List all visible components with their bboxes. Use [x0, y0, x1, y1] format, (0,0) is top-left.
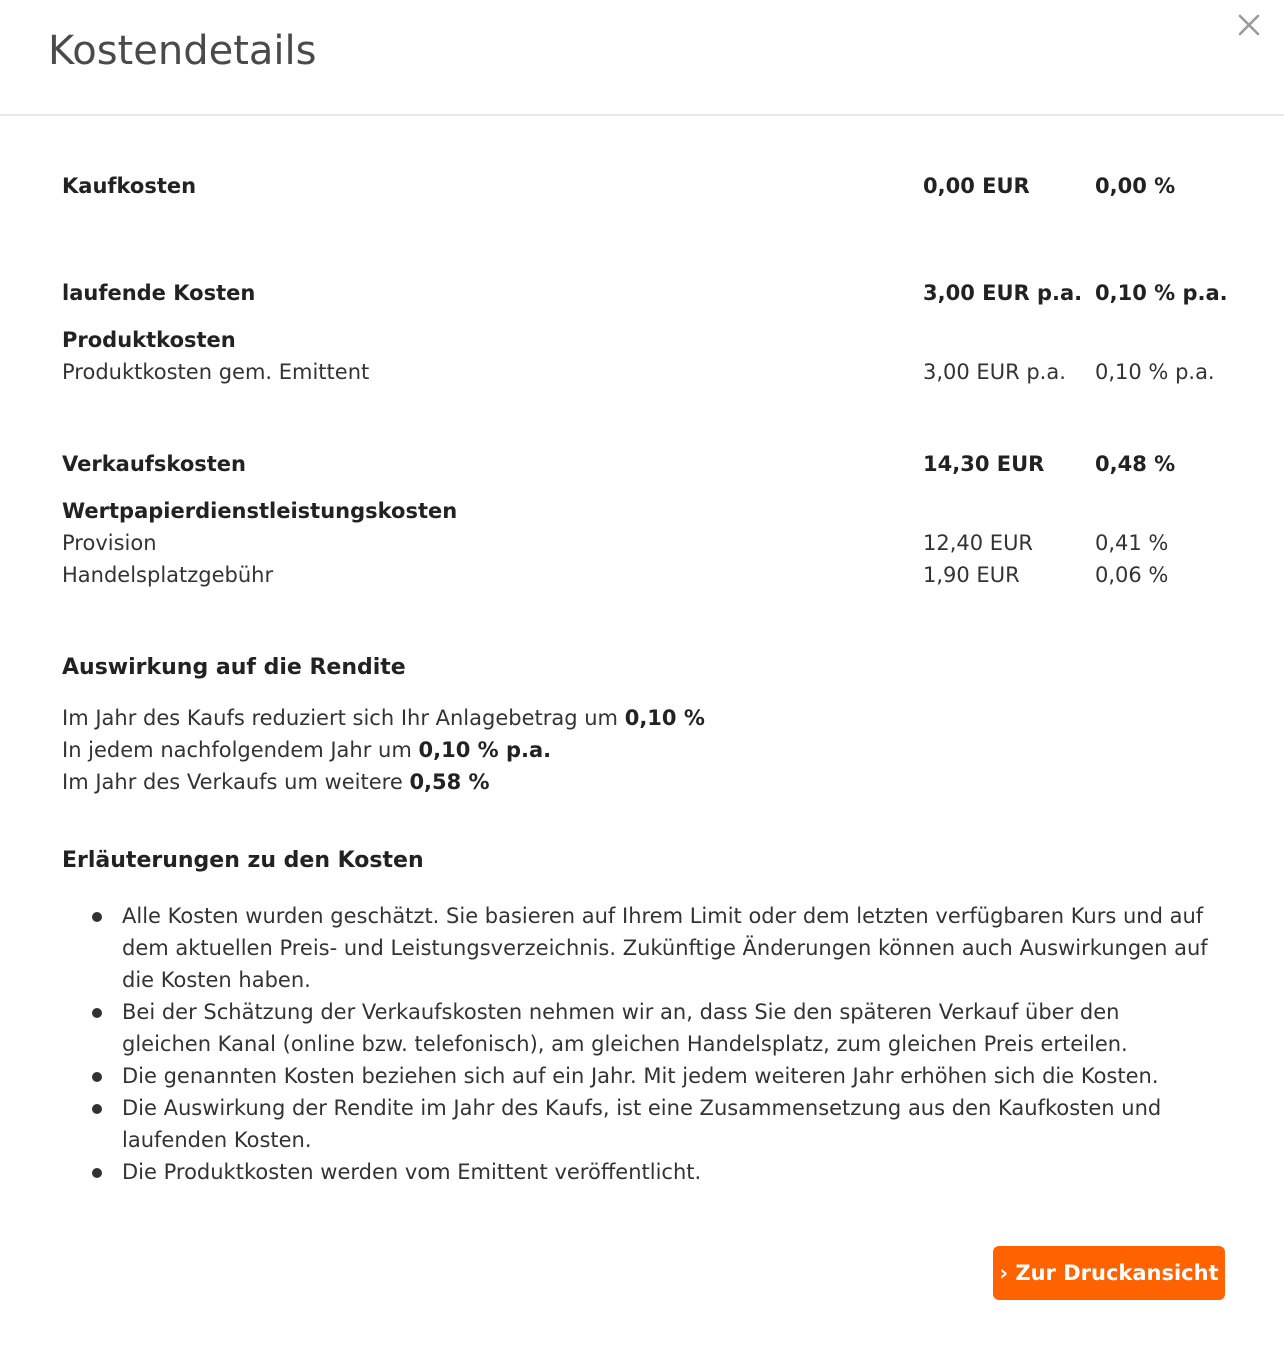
list-item [62, 996, 1212, 1060]
commission-pct: 0,41 % [1095, 531, 1169, 555]
running-costs-pct: 0,10 % p.a. [1095, 281, 1228, 305]
note-text: Die Produktkosten werden vom Emittent veröffentlicht. [122, 1160, 702, 1184]
bullet-icon [92, 912, 102, 922]
sale-costs-row [62, 448, 1242, 480]
commission-eur: 12,40 EUR [923, 531, 1034, 555]
product-costs-pct: 0,10 % p.a. [1095, 360, 1215, 384]
note-text: Die genannten Kosten beziehen sich auf ein Jahr. Mit jedem weiteren Jahr erhöhen sich die Kosten. [122, 1064, 1159, 1088]
note-text: Alle Kosten wurden geschätzt. Sie basieren auf Ihrem Limit oder dem letzten verfügbaren Kurs und auf dem aktuellen Preis- und Leistungsverzeichnis. Zukünftige Änderungen können auch Auswirkungen auf die Kosten haben. [122, 904, 1208, 992]
purchase-costs-eur: 0,00 EUR [923, 174, 1030, 198]
list-item [62, 1156, 1212, 1188]
impact-line-text: Im Jahr des Kaufs reduziert sich Ihr Anlagebetrag um [62, 706, 625, 730]
sale-costs-eur: 14,30 EUR [923, 452, 1045, 476]
exchange-fee-label: Handelsplatzgebühr [62, 563, 274, 587]
list-item [62, 1060, 1212, 1092]
bullet-icon [92, 1168, 102, 1178]
product-costs-eur: 3,00 EUR p.a. [923, 360, 1066, 384]
bullet-icon [92, 1104, 102, 1114]
impact-line-value: 0,10 % p.a. [418, 738, 552, 762]
exchange-fee-row [62, 559, 1242, 591]
note-text: Bei der Schätzung der Verkaufskosten nehmen wir an, dass Sie den späteren Verkauf über den gleichen Kanal (online bzw. telefonisch), am gleichen Handelsplatz, zum gleichen Preis erteilen. [122, 1000, 1128, 1056]
running-costs-label: laufende Kosten [62, 281, 256, 305]
impact-line-sale-year [62, 766, 490, 798]
close-icon [1230, 6, 1268, 44]
product-costs-label: Produktkosten gem. Emittent [62, 360, 370, 384]
close-button[interactable] [1230, 6, 1268, 44]
purchase-costs-label: Kaufkosten [62, 174, 197, 198]
commission-row [62, 527, 1242, 559]
service-costs-heading: Wertpapierdienstleistungskosten [62, 499, 458, 523]
list-item [62, 1092, 1212, 1156]
commission-label: Provision [62, 531, 157, 555]
notes-list [62, 900, 1212, 1188]
bullet-icon [92, 1008, 102, 1018]
running-costs-row [62, 277, 1242, 309]
exchange-fee-pct: 0,06 % [1095, 563, 1169, 587]
sale-costs-label: Verkaufskosten [62, 452, 246, 476]
impact-line-following-years [62, 734, 551, 766]
print-view-button[interactable]: › Zur Druckansicht [993, 1246, 1225, 1300]
notes-title: Erläuterungen zu den Kosten [62, 848, 424, 873]
product-costs-heading: Produktkosten [62, 328, 236, 352]
purchase-costs-row [62, 170, 1242, 202]
dialog-title: Kostendetails [48, 28, 317, 74]
impact-title: Auswirkung auf die Rendite [62, 655, 406, 680]
impact-line-value: 0,58 % [409, 770, 490, 794]
impact-line-value: 0,10 % [624, 706, 705, 730]
list-item [62, 900, 1212, 996]
impact-line-text: Im Jahr des Verkaufs um weitere [62, 770, 410, 794]
impact-line-text: In jedem nachfolgendem Jahr um [62, 738, 419, 762]
bullet-icon [92, 1072, 102, 1082]
exchange-fee-eur: 1,90 EUR [923, 563, 1020, 587]
purchase-costs-pct: 0,00 % [1095, 174, 1176, 198]
running-costs-eur: 3,00 EUR p.a. [923, 281, 1083, 305]
impact-line-purchase-year [62, 702, 705, 734]
note-text: Die Auswirkung der Rendite im Jahr des Kaufs, ist eine Zusammensetzung aus den Kaufkosten und laufenden Kosten. [122, 1096, 1162, 1152]
dialog-header [0, 0, 1284, 116]
sale-costs-pct: 0,48 % [1095, 452, 1176, 476]
product-costs-row [62, 356, 1242, 388]
